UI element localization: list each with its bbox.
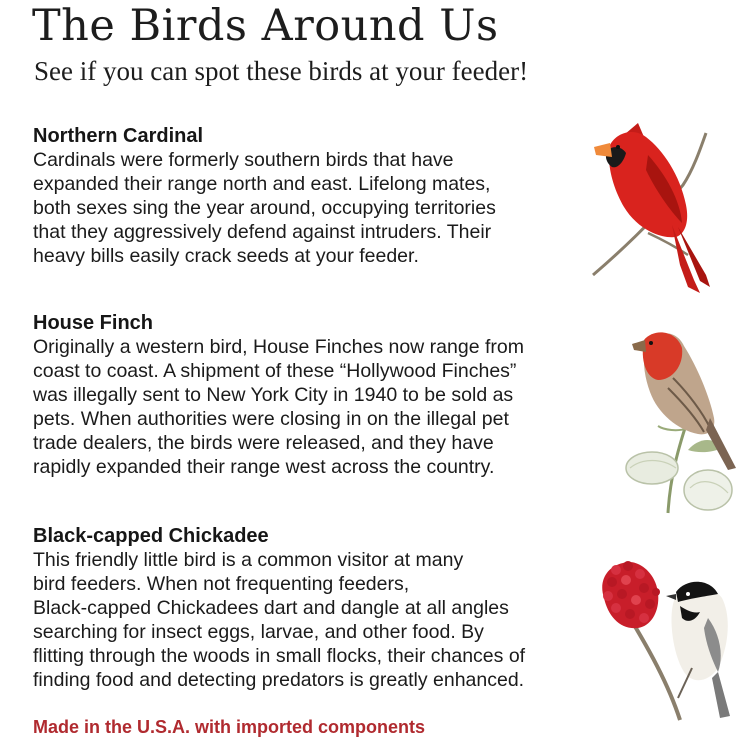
- page-subtitle: See if you can spot these birds at your feeder!: [34, 56, 529, 86]
- section-heading: Black-capped Chickadee: [33, 525, 269, 547]
- body-line: coast to coast. A shipment of these “Hollywood Finches”: [33, 360, 517, 382]
- section-black-capped-chickadee: [33, 524, 525, 692]
- body-line: searching for insect eggs, larvae, and other food. By: [33, 621, 484, 643]
- body-line: Originally a western bird, House Finches now range from: [33, 336, 524, 358]
- northern-cardinal-illustration: [588, 115, 723, 300]
- body-line: both sexes sing the year around, occupying territories: [33, 197, 496, 219]
- body-line: expanded their range north and east. Lifelong mates,: [33, 173, 491, 195]
- body-line: heavy bills easily crack seeds at your feeder.: [33, 245, 419, 267]
- section-heading: Northern Cardinal: [33, 125, 204, 147]
- section-house-finch: [33, 311, 524, 479]
- body-line: trade dealers, the birds were released, and they have: [33, 432, 494, 454]
- body-line: bird feeders. When not frequenting feeders,: [33, 573, 410, 595]
- body-line: This friendly little bird is a common visitor at many: [33, 549, 464, 571]
- section-heading: House Finch: [33, 312, 154, 334]
- body-line: Black-capped Chickadees dart and dangle at all angles: [33, 597, 509, 619]
- body-line: Cardinals were formerly southern birds that have: [33, 149, 454, 171]
- house-finch-illustration: [618, 318, 743, 518]
- made-in-usa-note: Made in the U.S.A. with imported components: [33, 717, 426, 737]
- body-line: finding food and detecting predators is greatly enhanced.: [33, 669, 525, 691]
- body-line: rapidly expanded their range west across the country.: [33, 456, 495, 478]
- body-line: was illegally sent to New York City in 1940 to be sold as: [33, 384, 514, 406]
- section-northern-cardinal: [33, 124, 496, 268]
- black-capped-chickadee-illustration: [568, 548, 738, 723]
- body-line: that they aggressively defend against intruders. Their: [33, 221, 492, 243]
- body-line: pets. When authorities were closing in on the illegal pet: [33, 408, 509, 430]
- body-line: flitting through the woods in small flocks, their chances of: [33, 645, 526, 667]
- page-title: The Birds Around Us: [32, 1, 499, 51]
